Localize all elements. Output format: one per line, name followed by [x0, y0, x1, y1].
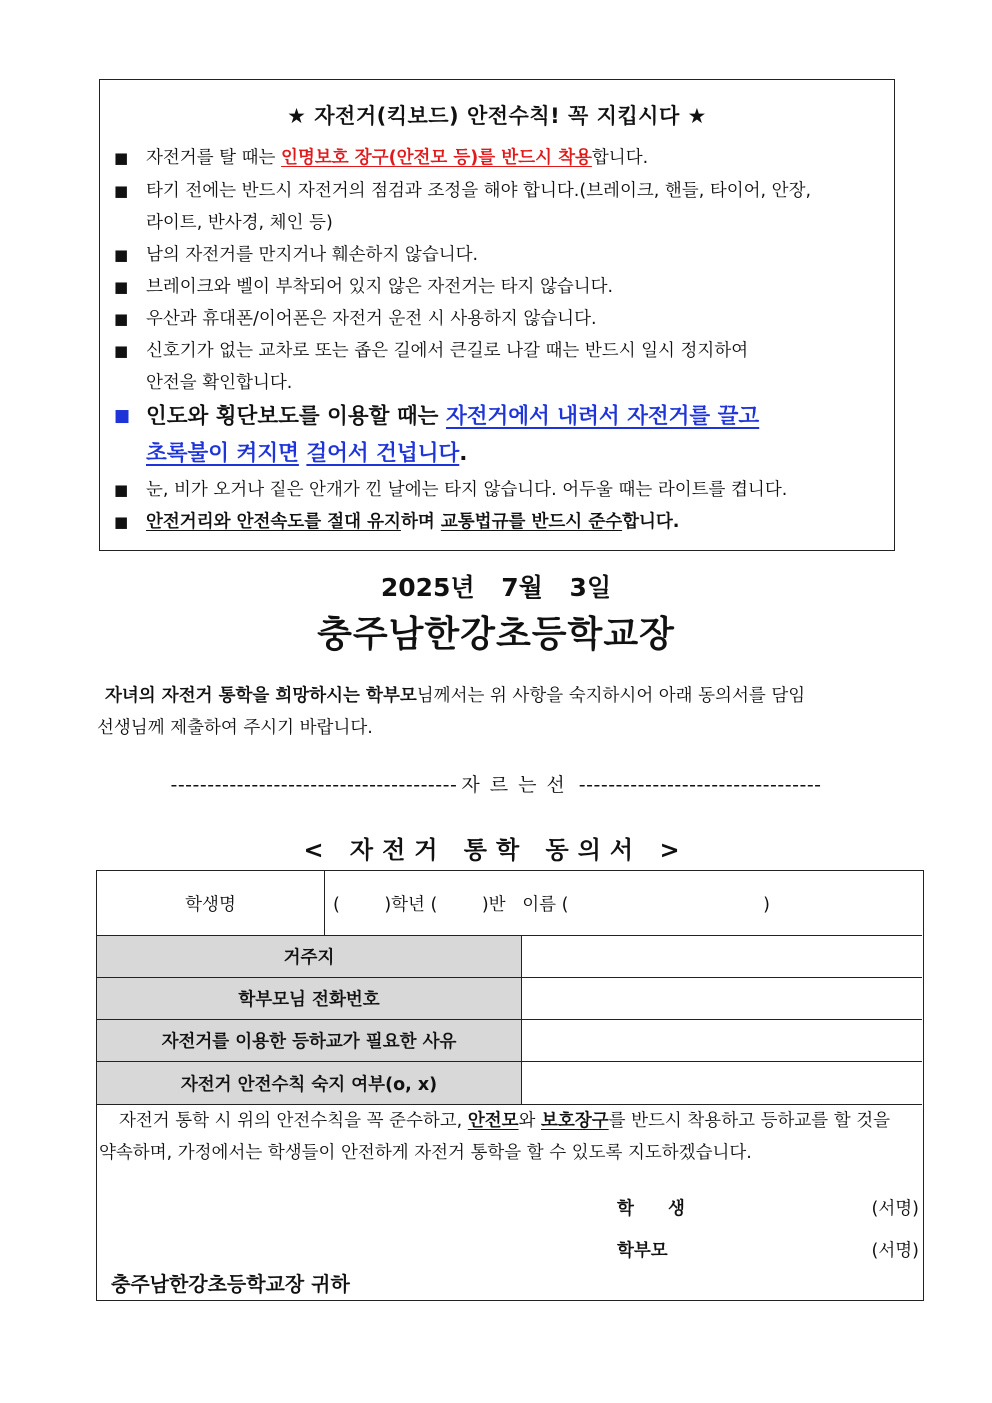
address-field[interactable] — [522, 936, 922, 977]
rule-4: ■ 브레이크와 벨이 부착되어 있지 않은 자전거는 타지 않습니다. — [114, 271, 882, 303]
rule-1: ■ 자전거를 탈 때는 인명보호 장구(안전모 등)를 반드시 착용합니다. — [114, 142, 882, 174]
safety-awareness-field[interactable] — [522, 1062, 922, 1104]
pledge-text: 자전거 통학 시 위의 안전수칙을 꼭 준수하고, 안전모와 보호장구를 반드시 착용하고 등하교를 할 것을 약속하며, 가정에서는 학생들이 안전하게 자전거 통학을 할 수 있도록 지도하겠습니다. — [99, 1111, 891, 1163]
rule-7-crosswalk: ■ 인도와 횡단보도를 이용할 때는 자전거에서 내려서 자전거를 끌고 초록불이 켜지면 걸어서 건넙니다. — [114, 398, 882, 472]
parent-phone-field[interactable] — [522, 978, 922, 1019]
square-bullet-icon: ■ — [114, 278, 129, 296]
blue-square-bullet-icon: ■ — [114, 406, 131, 426]
parent-notice: 자녀의 자전거 통학을 희망하시는 학부모님께서는 위 사항을 숙지하시어 아래 동의서를 담임 선생님께 제출하여 주시기 바랍니다. — [97, 686, 806, 738]
addressee: 충주남한강초등학교장 귀하 — [111, 1272, 350, 1296]
student-sign-label: 학 생 — [617, 1199, 699, 1219]
square-bullet-icon: ■ — [114, 182, 129, 200]
rule-3: ■ 남의 자전거를 만지거나 훼손하지 않습니다. — [114, 239, 882, 271]
parent-signature-field[interactable]: (서명) — [871, 1241, 919, 1261]
rule-6: ■ 신호기가 없는 교차로 또는 좁은 길에서 큰길로 나갈 때는 반드시 일시 정지하여 안전을 확인합니다. — [114, 335, 882, 399]
student-info-field[interactable]: ( )학년 ( )반 이름 ( ) — [333, 894, 771, 915]
issue-date: 2025년 7월 3일 — [380, 573, 612, 602]
address-label: 거주지 — [97, 936, 521, 977]
rule-9: ■ 안전거리와 안전속도를 절대 유지하며 교통법규를 반드시 준수합니다. — [114, 506, 882, 538]
reason-label: 자전거를 이용한 등하교가 필요한 사유 — [97, 1020, 521, 1061]
student-name-label: 학생명 — [185, 894, 236, 915]
rule-8: ■ 눈, 비가 오거나 짙은 안개가 낀 날에는 타지 않습니다. 어두울 때는 라이트를 켭니다. — [114, 474, 882, 506]
square-bullet-icon: ■ — [114, 310, 129, 328]
square-bullet-icon: ■ — [114, 481, 129, 499]
rule-5: ■ 우산과 휴대폰/이어폰은 자전거 운전 시 사용하지 않습니다. — [114, 303, 882, 335]
parent-phone-label: 학부모님 전화번호 — [97, 978, 521, 1019]
square-bullet-icon: ■ — [114, 149, 129, 167]
safety-rules-box — [99, 79, 895, 551]
cut-line: --------------------------------------- 자르는선 --------------------------------- — [170, 774, 822, 796]
principal-title: 충주남한강초등학교장 — [317, 614, 675, 655]
safety-awareness-label: 자전거 안전수칙 숙지 여부(o, x) — [97, 1062, 521, 1104]
consent-table — [96, 870, 924, 1301]
square-bullet-icon: ■ — [114, 513, 129, 531]
rule-2: ■ 타기 전에는 반드시 자전거의 점검과 조정을 해야 합니다.(브레이크, 핸들, 타이어, 안장, 라이트, 반사경, 체인 등) — [114, 175, 882, 239]
parent-sign-label: 학부모 — [617, 1241, 668, 1261]
square-bullet-icon: ■ — [114, 246, 129, 264]
consent-form-title: < 자전거 통학 동의서 > — [303, 836, 689, 864]
reason-field[interactable] — [522, 1020, 922, 1061]
student-signature-field[interactable]: (서명) — [871, 1199, 919, 1219]
helmet-requirement: 인명보호 장구(안전모 등)를 반드시 착용 — [281, 148, 592, 168]
square-bullet-icon: ■ — [114, 342, 129, 360]
safety-title: ★ 자전거(킥보드) 안전수칙! 꼭 지킵시다 ★ — [287, 104, 707, 128]
